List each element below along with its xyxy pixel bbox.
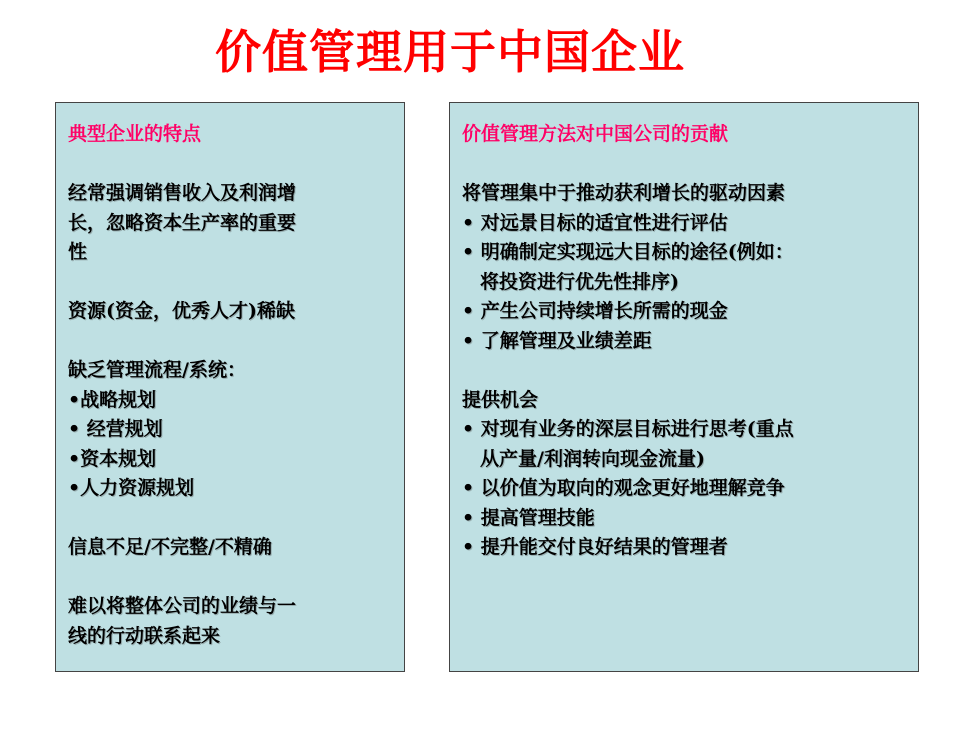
left-list-item: •资本规划	[68, 447, 157, 470]
left-text-line: 性	[68, 241, 88, 263]
left-block-1	[68, 179, 392, 268]
right-list-item: • 明确制定实现远大目标的途径(例如：	[462, 241, 794, 263]
right-panel-heading: 价值管理方法对中国公司的贡献	[462, 123, 729, 145]
right-list-item: • 了解管理及业绩差距	[462, 329, 652, 352]
left-list-item: • 经营规划	[68, 418, 163, 440]
right-list-item-continuation: 从产量/利润转向现金流量)	[480, 447, 705, 470]
right-list-item: • 提升能交付良好结果的管理者	[462, 536, 728, 558]
right-section-opportunities	[462, 386, 906, 563]
right-list-item: • 对远景目标的适宜性进行评估	[462, 211, 728, 234]
right-list-item: • 提高管理技能	[462, 506, 595, 529]
left-text-line: 信息不足/不完整/不精确	[68, 536, 272, 558]
typical-enterprise-panel	[55, 102, 405, 672]
left-block-3	[68, 356, 392, 504]
left-block-4	[68, 533, 392, 563]
left-block-5	[68, 592, 392, 651]
right-section-intro: 将管理集中于推动获利增长的驱动因素	[462, 182, 786, 204]
right-list-item: • 产生公司持续增长所需的现金	[462, 300, 728, 322]
right-list-item-continuation: 将投资进行优先性排序)	[480, 270, 679, 293]
left-text-line: 线的行动联系起来	[68, 624, 221, 647]
right-list-item: • 对现有业务的深层目标进行思考(重点	[462, 418, 794, 440]
right-list-item: • 以价值为取向的观念更好地理解竞争	[462, 477, 785, 499]
left-text-line: 缺乏管理流程/系统：	[68, 359, 246, 381]
slide-title: 价值管理用于中国企业	[215, 25, 685, 79]
left-list-item: •人力资源规划	[68, 477, 195, 499]
left-list-item: •战略规划	[68, 388, 157, 411]
left-panel-heading: 典型企业的特点	[68, 123, 202, 145]
value-management-contribution-panel	[449, 102, 919, 672]
left-text-line: 难以将整体公司的业绩与一	[68, 595, 297, 617]
left-text-line: 经常强调销售收入及利润增	[68, 182, 297, 204]
right-section-intro: 提供机会	[462, 388, 539, 411]
right-section-drivers	[462, 179, 906, 356]
left-text-line: 长，忽略资本生产率的重要	[68, 211, 297, 234]
left-text-line: 资源(资金，优秀人才)稀缺	[68, 300, 295, 322]
left-block-2	[68, 297, 392, 327]
